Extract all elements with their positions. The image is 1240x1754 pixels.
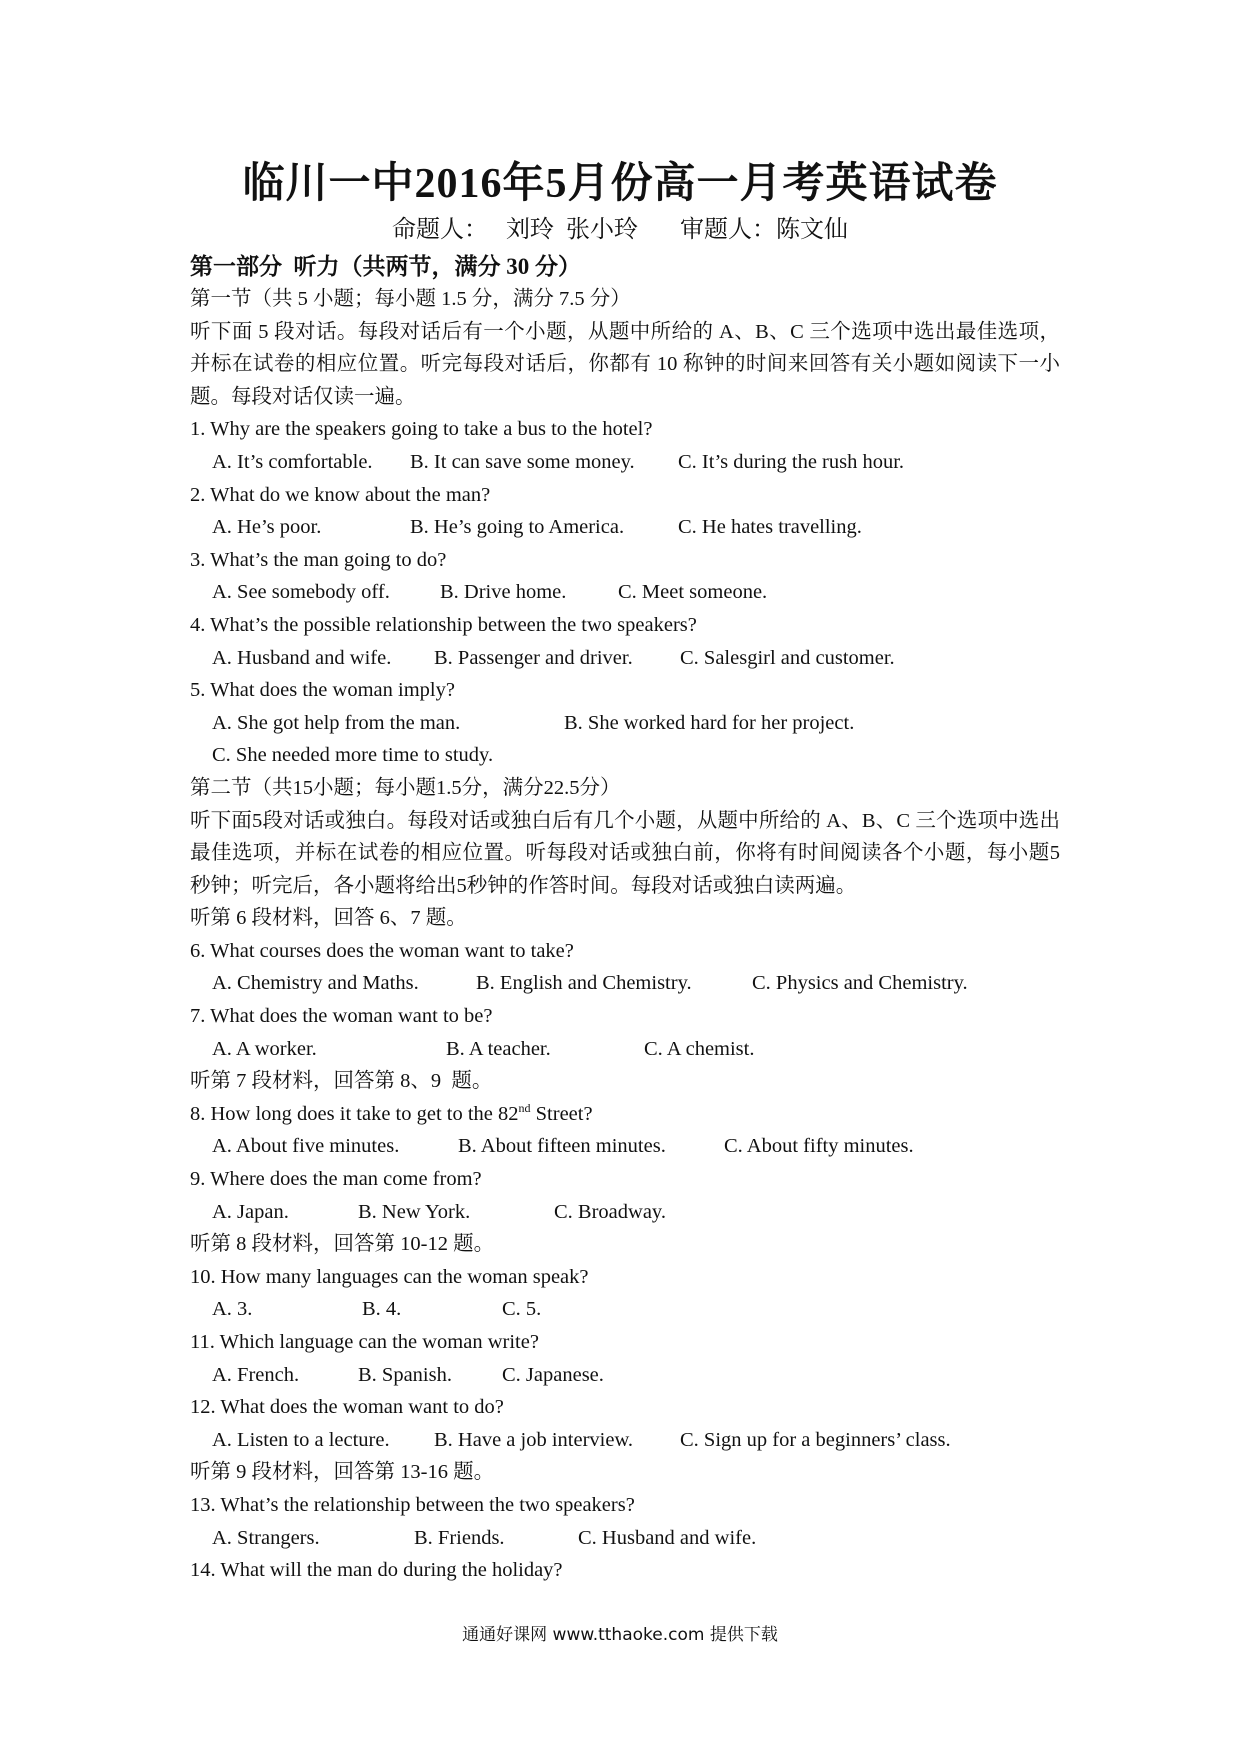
option-c: C. Japanese.	[502, 1363, 604, 1386]
section2-instructions: 听下面5段对话或独白。每段对话或独白后有几个小题，从题中所给的 A、B、C 三个选项中选出最佳选项，并标在试卷的相应位置。听每段对话或独白前，你将有时间阅读各个小题，每小题5秒钟；听完后，各小题将给出5秒钟的作答时间。每段对话或独白读两遍。	[190, 809, 1060, 897]
question-3: 3. What’s the man going to do?	[190, 548, 447, 571]
question-7: 7. What does the woman want to be?	[190, 1005, 493, 1028]
question-8-text: 8. How long does it take to get to the 82	[190, 1102, 519, 1125]
options-8	[190, 1130, 1060, 1163]
option-b: B. Friends.	[414, 1526, 505, 1549]
question-6: 6. What courses does the woman want to take?	[190, 939, 574, 962]
options-9	[190, 1196, 1060, 1229]
option-c: C. 5.	[502, 1298, 542, 1321]
options-2	[190, 511, 1060, 544]
option-c: C. Meet someone.	[618, 581, 768, 604]
group9-heading: 听第 9 段材料，回答第 13-16 题。	[190, 1461, 495, 1484]
question-8-text-end: Street?	[530, 1102, 593, 1125]
exam-authors: 命题人： 刘玲 张小玲 审题人：陈文仙	[392, 217, 848, 243]
options-7	[190, 1033, 1060, 1066]
option-b: B. New York.	[358, 1200, 471, 1223]
part1-heading: 第一部分 听力（共两节，满分 30 分）	[190, 254, 581, 279]
question-5: 5. What does the woman imply?	[190, 679, 455, 702]
option-a: A. A worker.	[212, 1037, 317, 1060]
option-b: B. It can save some money.	[410, 450, 635, 473]
question-11: 11. Which language can the woman write?	[190, 1331, 539, 1353]
group7-heading: 听第 7 段材料，回答第 8、9 题。	[190, 1070, 493, 1093]
option-b: B. Passenger and driver.	[434, 646, 633, 669]
option-c: C. Physics and Chemistry.	[752, 972, 968, 995]
page-footer: 通通好课网 www.tthaoke.com 提供下载	[462, 1625, 778, 1645]
option-b: B. He’s going to America.	[410, 516, 625, 539]
ordinal-suffix: nd	[518, 1101, 531, 1116]
option-c: C. About fifty minutes.	[724, 1135, 914, 1158]
option-b: B. English and Chemistry.	[476, 972, 692, 995]
option-a: A. Japan.	[212, 1200, 289, 1223]
option-a: A. Chemistry and Maths.	[212, 972, 419, 995]
option-c: C. It’s during the rush hour.	[678, 450, 905, 473]
option-b: B. She worked hard for her project.	[564, 711, 855, 734]
option-c: C. A chemist.	[644, 1037, 755, 1060]
option-c: C. He hates travelling.	[678, 516, 862, 539]
options-12	[190, 1424, 1060, 1457]
question-14: 14. What will the man do during the holiday?	[190, 1559, 563, 1582]
option-a: A. He’s poor.	[212, 516, 322, 539]
options-6	[190, 967, 1060, 1000]
option-c: C. Sign up for a beginners’ class.	[680, 1428, 951, 1451]
option-c: C. She needed more time to study.	[212, 744, 494, 767]
option-c: C. Broadway.	[554, 1200, 666, 1223]
group8-heading: 听第 8 段材料，回答第 10-12 题。	[190, 1233, 495, 1256]
exam-title: 临川一中2016年5月份高一月考英语试卷	[242, 161, 998, 207]
options-11	[190, 1359, 1060, 1392]
question-10: 10. How many languages can the woman speak?	[190, 1265, 589, 1288]
question-9: 9. Where does the man come from?	[190, 1168, 482, 1191]
option-b: B. Spanish.	[358, 1363, 452, 1386]
section1-heading: 第一节（共 5 小题；每小题 1.5 分，满分 7.5 分）	[190, 288, 631, 310]
question-12: 12. What does the woman want to do?	[190, 1396, 504, 1419]
options-3	[190, 576, 1060, 609]
option-c: C. Husband and wife.	[578, 1526, 757, 1549]
question-1: 1. Why are the speakers going to take a bus to the hotel?	[190, 418, 653, 441]
question-4: 4. What’s the possible relationship between the two speakers?	[190, 613, 697, 636]
options-10	[190, 1293, 1060, 1326]
option-b: B. 4.	[362, 1298, 402, 1321]
option-a: A. See somebody off.	[212, 581, 390, 604]
option-b: B. Have a job interview.	[434, 1428, 634, 1451]
group6-heading: 听第 6 段材料，回答 6、7 题。	[190, 907, 467, 930]
section1-instructions: 听下面 5 段对话。每段对话后有一个小题，从题中所给的 A、B、C 三个选项中选出最佳选项，并标在试卷的相应位置。听完每段对话后，你都有 10 称钟的时间来回答有关小题如阅读下一小题。每段对话仅读一遍。	[190, 320, 1060, 408]
option-a: A. 3.	[212, 1298, 253, 1321]
option-b: B. About fifteen minutes.	[458, 1135, 666, 1158]
options-13	[190, 1522, 1060, 1555]
option-a: A. French.	[212, 1363, 300, 1386]
options-1	[190, 446, 1060, 479]
option-a: A. Husband and wife.	[212, 646, 392, 669]
options-5-cont	[190, 739, 1060, 772]
question-2: 2. What do we know about the man?	[190, 483, 491, 506]
option-a: A. It’s comfortable.	[212, 450, 373, 473]
option-b: B. Drive home.	[440, 581, 567, 604]
question-13: 13. What’s the relationship between the two speakers?	[190, 1493, 635, 1516]
section2-heading: 第二节（共15小题；每小题1.5分，满分22.5分）	[190, 776, 621, 799]
option-a: A. Strangers.	[212, 1526, 320, 1549]
option-a: A. She got help from the man.	[212, 711, 461, 734]
option-a: A. About five minutes.	[212, 1135, 400, 1158]
options-5	[190, 707, 1060, 740]
options-4	[190, 642, 1060, 675]
option-c: C. Salesgirl and customer.	[680, 646, 895, 669]
option-a: A. Listen to a lecture.	[212, 1428, 390, 1451]
question-8	[190, 1098, 1060, 1131]
exam-body	[190, 250, 1060, 1587]
option-b: B. A teacher.	[446, 1037, 551, 1060]
